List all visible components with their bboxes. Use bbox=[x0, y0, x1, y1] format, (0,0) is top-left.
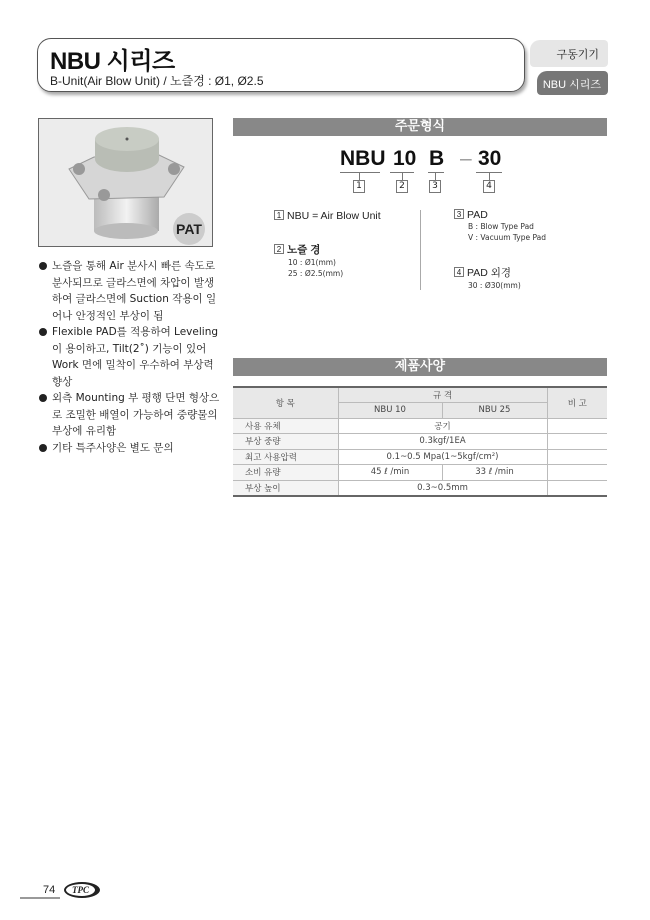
table-row bbox=[233, 465, 607, 481]
number-box: 3 bbox=[454, 209, 464, 219]
code-number-box: 4 bbox=[483, 180, 495, 193]
col-nbu25: NBU 25 bbox=[442, 403, 547, 419]
desc-line: 25 : Ø2.5(mm) bbox=[288, 269, 344, 278]
table-row bbox=[233, 434, 607, 450]
table-row bbox=[233, 449, 607, 465]
row-label: 부상 높이 bbox=[233, 480, 338, 496]
desc-line: B : Blow Type Pad bbox=[468, 222, 534, 231]
col-item: 항 목 bbox=[233, 387, 338, 418]
page-subtitle: B-Unit(Air Blow Unit) / 노즐경 : Ø1, Ø2.5 bbox=[50, 74, 264, 88]
feature-item: 노즐을 통해 Air 분사시 빠른 속도로 분사되므로 글라스면에 차압이 발생하여 글라스면에 Suction 작용이 일어나 안정적인 부상이 됨 bbox=[38, 258, 220, 324]
code-pad-size: 30 bbox=[478, 147, 502, 170]
footer-line bbox=[20, 897, 60, 899]
pat-badge: PAT bbox=[176, 221, 202, 237]
desc-nozzle bbox=[274, 242, 343, 279]
row-note bbox=[547, 449, 607, 465]
row-value: 33 ℓ /min bbox=[442, 465, 547, 481]
row-value: 공기 bbox=[338, 418, 547, 434]
code-series: NBU bbox=[340, 147, 386, 170]
row-note bbox=[547, 418, 607, 434]
series-tab: NBU 시리즈 bbox=[537, 71, 608, 95]
table-row bbox=[233, 418, 607, 434]
number-box: 1 bbox=[274, 210, 284, 220]
table-row bbox=[233, 480, 607, 496]
number-box: 2 bbox=[274, 244, 284, 254]
code-number-box: 3 bbox=[429, 180, 441, 193]
desc-head: 노즐 경 bbox=[287, 244, 321, 256]
col-nbu10: NBU 10 bbox=[338, 403, 442, 419]
row-note bbox=[547, 465, 607, 481]
desc-pad bbox=[454, 209, 546, 243]
row-value: 45 ℓ /min bbox=[338, 465, 442, 481]
code-pad: B bbox=[429, 147, 445, 170]
code-nozzle: 10 bbox=[393, 147, 417, 170]
desc-head: PAD bbox=[467, 209, 488, 221]
category-tab: 구동기기 bbox=[530, 40, 608, 67]
desc-head: NBU = Air Blow Unit bbox=[287, 210, 381, 222]
code-number-box: 2 bbox=[396, 180, 408, 193]
row-note bbox=[547, 480, 607, 496]
desc-series bbox=[274, 210, 381, 222]
title-box bbox=[37, 38, 525, 92]
feature-item: Flexible PAD를 적용하여 Leveling이 용이하고, Tilt(2˚) 기능이 있어 Work 면에 밀착이 우수하여 부상력 향상 bbox=[38, 324, 220, 390]
row-value: 0.3kgf/1EA bbox=[338, 434, 547, 450]
row-value: 0.1~0.5 Mpa(1~5kgf/cm²) bbox=[338, 449, 547, 465]
underline bbox=[340, 172, 380, 173]
underline bbox=[428, 172, 444, 173]
code-number-box: 1 bbox=[353, 180, 365, 193]
feature-list bbox=[38, 258, 220, 456]
row-label: 최고 사용압력 bbox=[233, 449, 338, 465]
number-box: 4 bbox=[454, 267, 464, 277]
row-note bbox=[547, 434, 607, 450]
col-note: 비 고 bbox=[547, 387, 607, 418]
specs-header: 제품사양 bbox=[233, 358, 607, 376]
row-label: 사용 유체 bbox=[233, 418, 338, 434]
specs-table bbox=[233, 386, 607, 497]
tpc-logo: TPC bbox=[64, 882, 100, 898]
row-label: 소비 유량 bbox=[233, 465, 338, 481]
connector bbox=[359, 172, 360, 180]
desc-head: PAD 외경 bbox=[467, 267, 512, 279]
desc-line: 30 : Ø30(mm) bbox=[468, 281, 521, 290]
page-number: 74 bbox=[43, 884, 56, 896]
table-header-row bbox=[233, 387, 607, 403]
connector bbox=[435, 172, 436, 180]
col-spec: 규 격 bbox=[338, 387, 547, 403]
page-title: NBU 시리즈 bbox=[50, 48, 175, 75]
order-format-header: 주문형식 bbox=[233, 118, 607, 136]
connector bbox=[489, 172, 490, 180]
feature-item: 기타 특주사양은 별도 문의 bbox=[38, 440, 220, 457]
desc-pad-size bbox=[454, 265, 521, 291]
desc-line: 10 : Ø1(mm) bbox=[288, 258, 336, 267]
feature-item: 외측 Mounting 부 평행 단면 형상으로 조밀한 배열이 가능하여 중량물의 부상에 유리함 bbox=[38, 390, 220, 440]
connector bbox=[402, 172, 403, 180]
row-label: 부상 중량 bbox=[233, 434, 338, 450]
desc-line: V : Vacuum Type Pad bbox=[468, 233, 547, 242]
product-photo bbox=[38, 118, 213, 247]
row-value: 0.3~0.5mm bbox=[338, 480, 547, 496]
code-dash: – bbox=[460, 147, 472, 170]
divider bbox=[420, 210, 421, 290]
product-illustration bbox=[39, 119, 211, 245]
